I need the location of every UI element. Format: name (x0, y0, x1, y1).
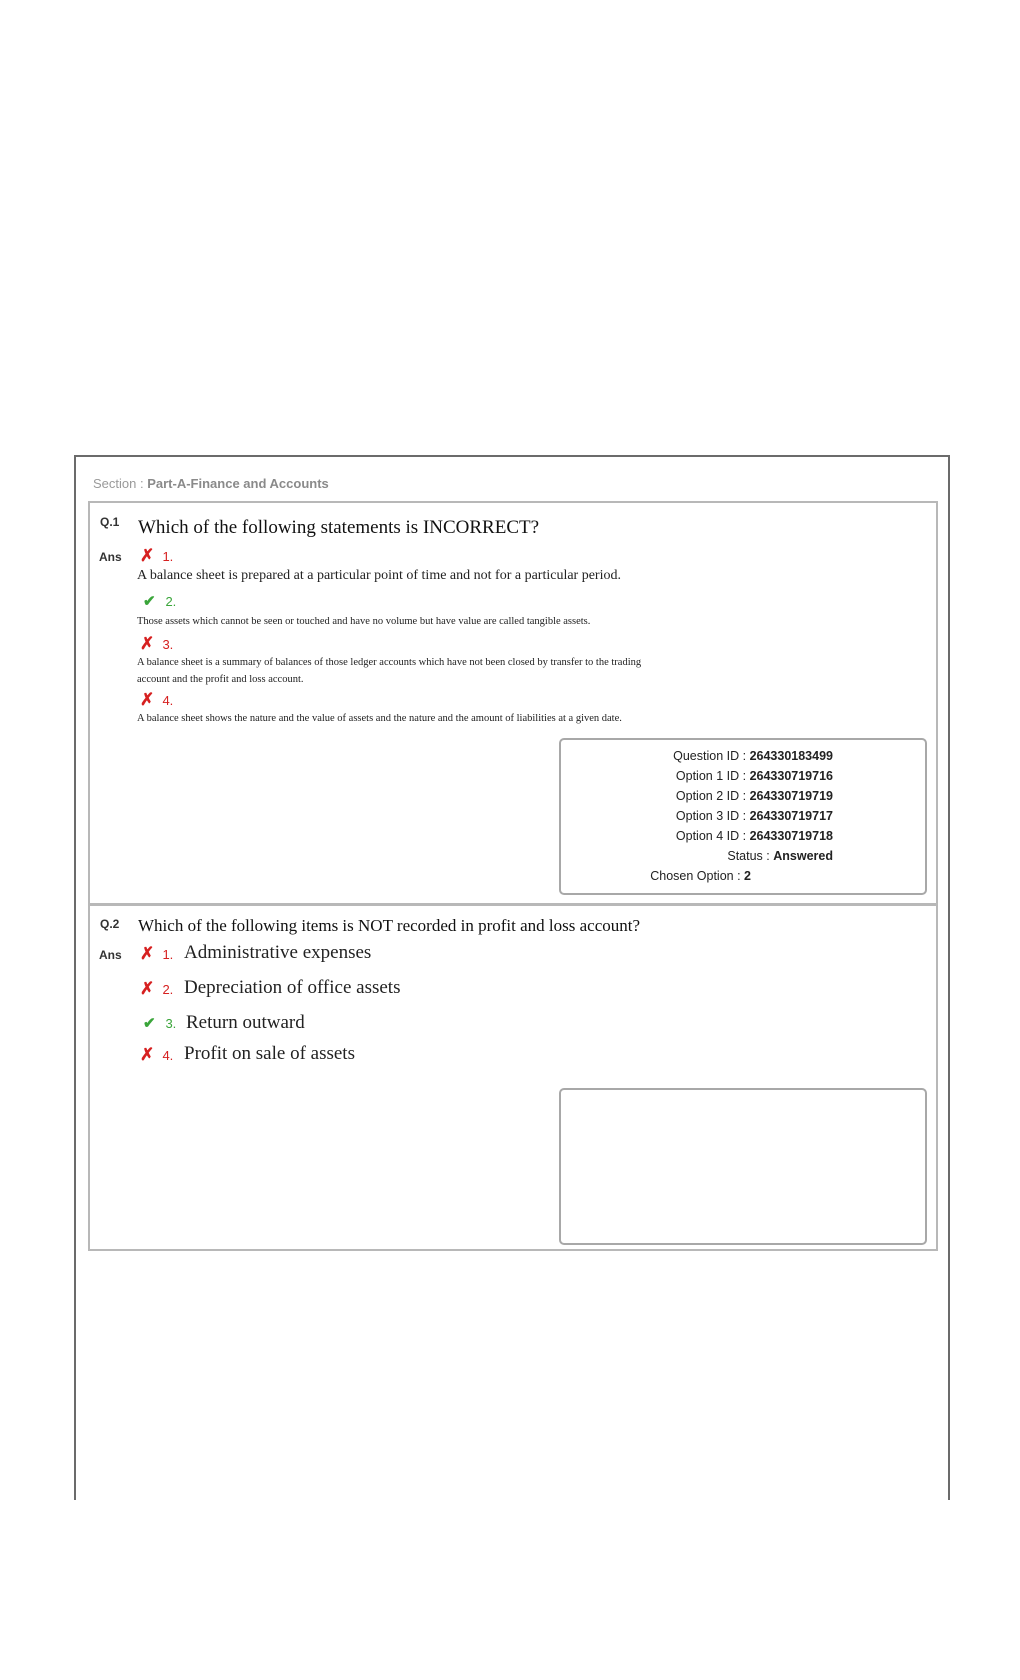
option-number: 1. (162, 947, 174, 962)
option-number: 3. (165, 1016, 177, 1031)
option-4-marker (140, 690, 173, 710)
check-icon: ✔ (143, 1015, 156, 1032)
section-header (93, 476, 329, 491)
question-info-box (559, 1088, 927, 1245)
option-3-id: 264330719717 (749, 809, 833, 823)
question-number: Q.1 (100, 515, 120, 529)
option-2-id: 264330719719 (749, 789, 833, 803)
chosen-option-value: 2 (744, 869, 751, 883)
option-4-id-row: Option 4 ID : 264330719718 (675, 829, 833, 843)
option-number: 2. (162, 982, 174, 997)
section-label: Section : (93, 476, 144, 491)
option-number: 4. (162, 1048, 174, 1063)
option-2-marker (140, 979, 173, 999)
option-3-text-line2: account and the profit and loss account. (137, 674, 304, 685)
cross-icon: ✗ (140, 1045, 155, 1064)
cross-icon: ✗ (140, 979, 155, 998)
status-value: Answered (773, 849, 833, 863)
question-info-box (559, 738, 927, 895)
question-panel-1 (88, 501, 938, 905)
check-icon: ✔ (143, 593, 156, 610)
option-1-marker (140, 546, 173, 566)
question-id-row: Question ID : 264330183499 (673, 749, 833, 763)
option-number: 2. (165, 594, 177, 609)
question-text: Which of the following statements is INCORRECT? (138, 517, 540, 538)
answer-label: Ans (99, 948, 122, 962)
option-2-text: Those assets which cannot be seen or touched and have no volume but have value are called tangible assets. (137, 616, 591, 627)
cross-icon: ✗ (140, 546, 155, 565)
option-number: 3. (162, 637, 174, 652)
option-2-marker (143, 592, 176, 611)
option-1-marker (140, 944, 173, 964)
status-row: Status : Answered (727, 849, 833, 863)
chosen-option-row: Chosen Option : 2 (650, 869, 751, 883)
option-1-id-row: Option 1 ID : 264330719716 (675, 769, 833, 783)
option-2-id-row: Option 2 ID : 264330719719 (675, 789, 833, 803)
section-name: Part-A-Finance and Accounts (147, 476, 329, 491)
option-2-text: Depreciation of office assets (184, 977, 401, 998)
option-3-text-line1: A balance sheet is a summary of balances of those ledger accounts which have not been closed by transfer to the trading (137, 657, 642, 668)
option-4-marker (140, 1045, 173, 1065)
option-4-id: 264330719718 (749, 829, 833, 843)
option-3-marker (140, 634, 173, 654)
cross-icon: ✗ (140, 690, 155, 709)
option-4-text: A balance sheet shows the nature and the value of assets and the nature and the amount of liabilities at a given date. (137, 713, 622, 724)
question-text: Which of the following items is NOT recorded in profit and loss account? (138, 916, 641, 935)
question-number: Q.2 (100, 917, 120, 931)
question-id: 264330183499 (749, 749, 833, 763)
option-3-marker (143, 1014, 176, 1033)
option-1-text: Administrative expenses (184, 942, 372, 963)
answer-label: Ans (99, 550, 122, 564)
option-3-text: Return outward (186, 1012, 305, 1033)
option-1-id: 264330719716 (749, 769, 833, 783)
question-panel-2 (88, 904, 938, 1251)
option-number: 4. (162, 693, 174, 708)
option-1-text: A balance sheet is prepared at a particular point of time and not for a particular period. (137, 568, 621, 583)
option-4-text: Profit on sale of assets (184, 1043, 355, 1064)
cross-icon: ✗ (140, 944, 155, 963)
option-number: 1. (162, 549, 174, 564)
cross-icon: ✗ (140, 634, 155, 653)
option-3-id-row: Option 3 ID : 264330719717 (675, 809, 833, 823)
